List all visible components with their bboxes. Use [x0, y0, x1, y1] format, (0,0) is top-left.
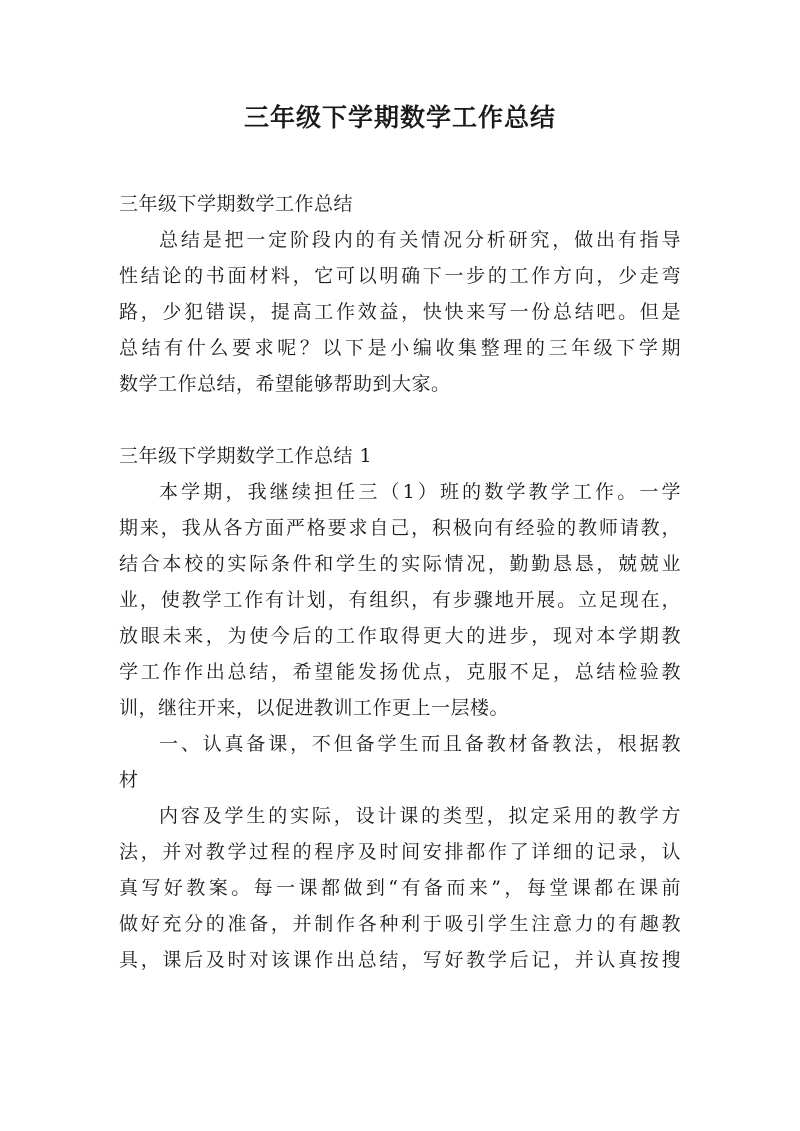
body-line: 放眼未来，为使今后的工作取得更大的进步，现对本学期教	[119, 625, 681, 647]
section-heading: 三年级下学期数学工作总结 1	[119, 445, 373, 467]
intro-line: 总结有什么要求呢？以下是小编收集整理的三年级下学期	[119, 337, 681, 359]
body-line: 具，课后及时对该课作出总结，写好教学后记，并认真按搜	[119, 949, 681, 971]
intro-line: 总结是把一定阶段内的有关情况分析研究，做出有指导	[159, 229, 681, 251]
document-title: 三年级下学期数学工作总结	[243, 103, 556, 132]
body-line: 真写好教案。每一课都做到“有备而来”，每堂课都在课前	[119, 877, 681, 899]
subtitle-heading: 三年级下学期数学工作总结	[119, 193, 354, 215]
body-line: 期来，我从各方面严格要求自己，积极向有经验的教师请教，	[119, 517, 681, 539]
body-line: 内容及学生的实际，设计课的类型，拟定采用的教学方	[159, 805, 681, 827]
intro-line: 数学工作总结，希望能够帮助到大家。	[119, 373, 451, 395]
document-body	[119, 186, 681, 978]
body-line: 学工作作出总结，希望能发扬优点，克服不足，总结检验教	[119, 661, 681, 683]
body-line: 本学期，我继续担任三（1）班的数学教学工作。一学	[159, 481, 681, 503]
point-heading-line: 材	[119, 769, 139, 791]
body-line: 训，继往开来，以促进教训工作更上一层楼。	[119, 697, 510, 719]
point-heading-line: 一、认真备课，不但备学生而且备教材备教法，根据教	[159, 733, 681, 755]
body-line: 法，并对教学过程的程序及时间安排都作了详细的记录，认	[119, 841, 681, 863]
body-line: 做好充分的准备，并制作各种利于吸引学生注意力的有趣教	[119, 913, 681, 935]
intro-line: 性结论的书面材料，它可以明确下一步的工作方向，少走弯	[119, 265, 681, 287]
paragraph-gap	[119, 402, 681, 438]
body-line: 业，使教学工作有计划，有组织，有步骤地开展。立足现在，	[119, 589, 681, 611]
intro-line: 路，少犯错误，提高工作效益，快快来写一份总结吧。但是	[119, 301, 681, 323]
body-line: 结合本校的实际条件和学生的实际情况，勤勤恳恳，兢兢业	[119, 553, 681, 575]
